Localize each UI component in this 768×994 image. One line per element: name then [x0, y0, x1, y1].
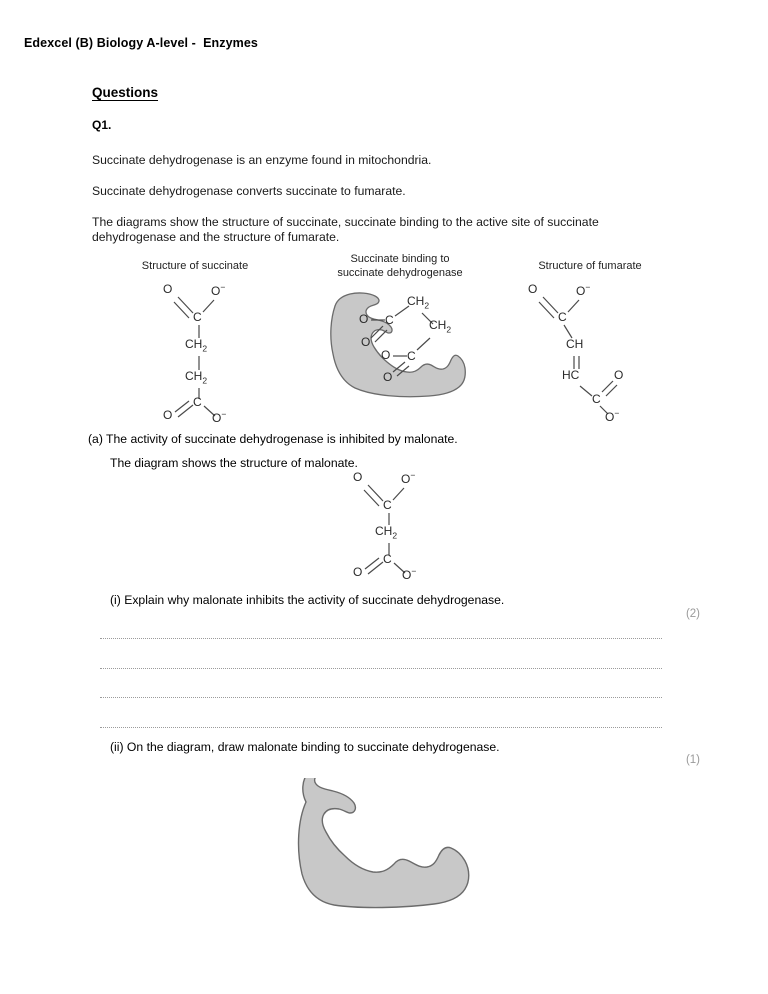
caption-structure-of-fumarate: Structure of fumarate — [538, 260, 642, 272]
bound-atom-o-upper-double: O — [361, 335, 371, 349]
fumarate-atom-c-top: C — [558, 310, 567, 324]
fumarate-atom-ch-upper: CH — [566, 337, 584, 351]
bound-succinate-bond-lines — [325, 288, 485, 413]
malonate-structure-diagram — [345, 470, 465, 585]
marks-sub-question-ii: (1) — [685, 754, 700, 766]
section-title: Questions — [92, 85, 159, 100]
bound-atom-ch2-lower: $CH_2$ — [429, 318, 452, 335]
succinate-structure-diagram — [155, 280, 265, 425]
succinate-atom-c-top: C — [193, 310, 202, 324]
succinate-atom-o-bottom-right: O− — [212, 409, 227, 425]
fumarate-atom-hc-lower: HC — [562, 368, 580, 382]
answer-line-1[interactable] — [100, 638, 662, 639]
empty-enzyme-diagram[interactable] — [288, 778, 488, 913]
answer-line-2[interactable] — [100, 668, 662, 669]
succinate-atom-o-bottom-left: O — [163, 408, 173, 422]
malonate-atom-o-bottom-left: O — [353, 565, 363, 579]
bound-atom-o-upper-left: O — [359, 312, 369, 326]
fumarate-atom-o-bottom-right: O — [614, 368, 624, 382]
succinate-atom-o-top-left: O — [163, 282, 173, 296]
caption-succinate-binding — [310, 253, 490, 280]
bound-atom-o-lower-left: O — [381, 348, 391, 362]
succinate-bond-lines — [155, 280, 265, 420]
intro-paragraph-3: The diagrams show the structure of succinate, succinate binding to the active site of succinate dehydrogenase and the structure of fumarate. — [92, 215, 599, 244]
part-a-statement: (a) The activity of succinate dehydrogenase is inhibited by malonate. — [88, 432, 458, 446]
succinate-binding-diagram — [325, 288, 485, 413]
intro-paragraph-2: Succinate dehydrogenase converts succinate to fumarate. — [92, 184, 406, 198]
answer-line-4[interactable] — [100, 727, 662, 728]
malonate-atom-o-top-right: O− — [401, 470, 416, 486]
question-number: Q1. — [92, 118, 112, 132]
caption-structure-of-succinate: Structure of succinate — [141, 260, 249, 272]
bound-atom-o-lower-double: O — [383, 370, 393, 384]
malonate-atom-c-top: C — [383, 498, 392, 512]
fumarate-structure-diagram — [520, 280, 640, 424]
succinate-atom-c-bottom: C — [193, 395, 202, 409]
succinate-atom-ch2-lower: $CH_2$ — [185, 369, 208, 386]
sub-question-ii: (ii) On the diagram, draw malonate binding to succinate dehydrogenase. — [110, 740, 500, 754]
bound-atom-c-upper: C — [385, 313, 394, 327]
answer-line-3[interactable] — [100, 697, 662, 698]
bound-atom-ch2-upper: $CH_2$ — [407, 294, 430, 311]
fumarate-atom-o-top-left: O — [528, 282, 538, 296]
document-header-title: Edexcel (B) Biology A-level - Enzymes — [24, 36, 258, 50]
part-a-diagram-intro: The diagram shows the structure of malonate. — [110, 456, 358, 470]
sub-question-i: (i) Explain why malonate inhibits the activity of succinate dehydrogenase. — [110, 593, 505, 607]
intro-paragraph-1: Succinate dehydrogenase is an enzyme found in mitochondria. — [92, 153, 432, 167]
malonate-atom-o-bottom-right: O− — [402, 566, 417, 582]
structures-diagram-row — [0, 255, 768, 425]
bound-atom-c-lower: C — [407, 349, 416, 363]
malonate-atom-o-top-left: O — [353, 470, 363, 484]
fumarate-atom-o-top-right: O− — [576, 282, 591, 298]
enzyme-active-site-shape-empty — [288, 778, 488, 913]
caption-binding-line-1: Succinate binding to — [350, 253, 450, 265]
malonate-atom-ch2: $CH_2$ — [375, 524, 398, 541]
fumarate-atom-o-bottom-bottom: O− — [605, 408, 620, 424]
caption-binding-line-2: succinate dehydrogenase — [337, 266, 463, 279]
malonate-atom-c-bottom: C — [383, 552, 392, 566]
marks-sub-question-i: (2) — [685, 608, 700, 620]
fumarate-atom-c-bottom: C — [592, 392, 601, 406]
succinate-atom-o-top-right: O− — [211, 282, 226, 298]
succinate-atom-ch2-upper: $CH_2$ — [185, 337, 208, 354]
